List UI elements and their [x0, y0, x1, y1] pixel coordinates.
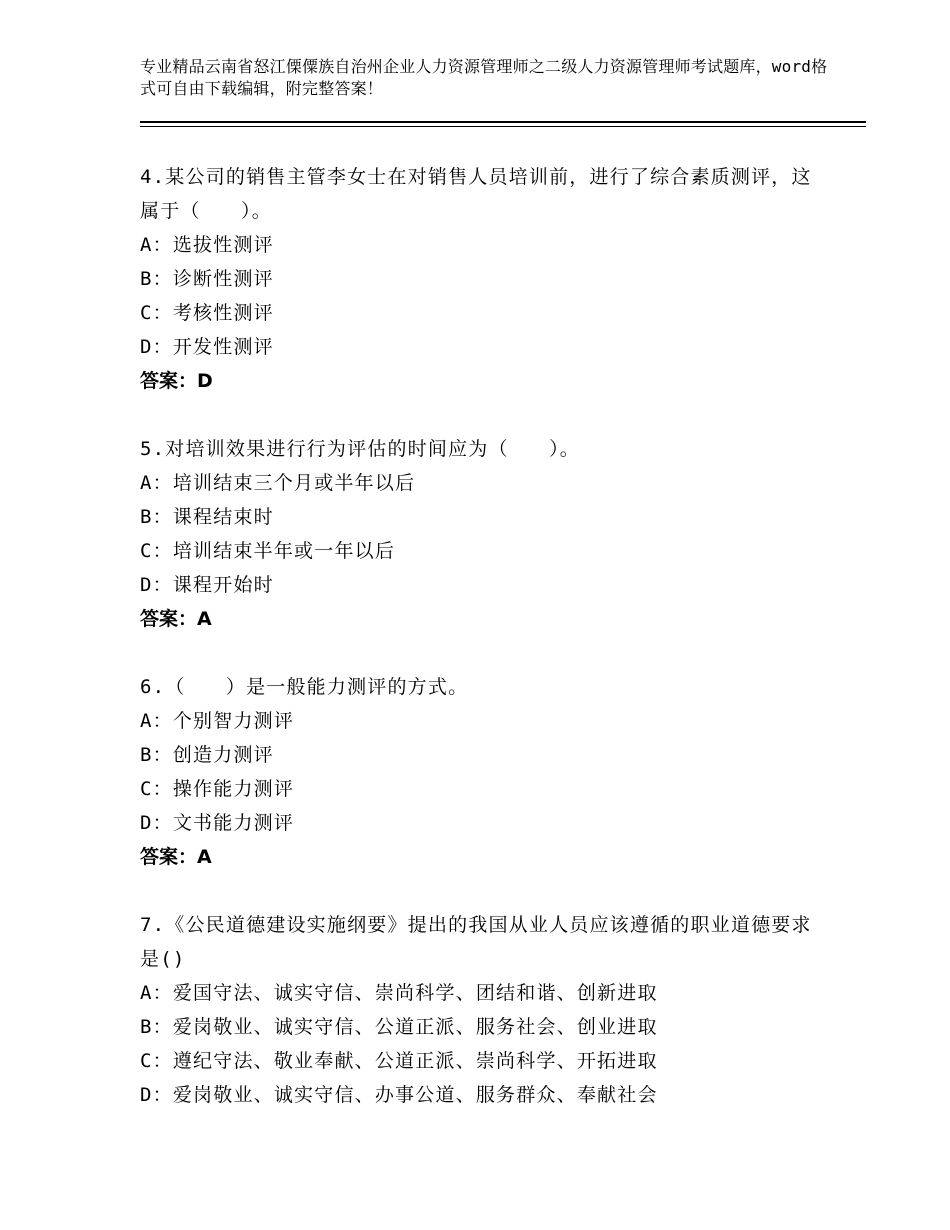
option-b: B：课程结束时 [140, 506, 274, 528]
question-6 [140, 670, 820, 874]
option-d: D：课程开始时 [140, 574, 274, 596]
option-d: D：开发性测评 [140, 336, 274, 358]
question-text: 5.对培训效果进行行为评估的时间应为（ ）。 [140, 438, 580, 460]
option-c: C：遵纪守法、敬业奉献、公道正派、崇尚科学、开拓进取 [140, 1050, 658, 1072]
option-c: C：培训结束半年或一年以后 [140, 540, 396, 562]
option-d: D：文书能力测评 [140, 812, 295, 834]
header-rule-thick [140, 121, 866, 123]
option-c: C：考核性测评 [140, 302, 274, 324]
option-b: B：爱岗敬业、诚实守信、公道正派、服务社会、创业进取 [140, 1016, 658, 1038]
question-4 [140, 160, 820, 398]
question-text: 7.《公民道德建设实施纲要》提出的我国从业人员应该遵循的职业道德要求是() [140, 914, 812, 970]
option-a: A：个别智力测评 [140, 710, 295, 732]
option-b: B：诊断性测评 [140, 268, 274, 290]
option-b: B：创造力测评 [140, 744, 274, 766]
option-c: C：操作能力测评 [140, 778, 295, 800]
question-list [140, 160, 820, 1146]
question-text: 6.（ ）是一般能力测评的方式。 [140, 676, 469, 698]
question-text: 4.某公司的销售主管李女士在对销售人员培训前，进行了综合素质测评，这属于（ ）。 [140, 166, 812, 222]
option-d: D：爱岗敬业、诚实守信、办事公道、服务群众、奉献社会 [140, 1084, 658, 1106]
option-a: A：培训结束三个月或半年以后 [140, 472, 416, 494]
answer-label: 答案：A [140, 608, 212, 630]
answer-label: 答案：A [140, 846, 212, 868]
question-5 [140, 432, 820, 636]
answer-label: 答案：D [140, 370, 213, 392]
header-rule-thin [140, 126, 866, 127]
document-header: 专业精品云南省怒江傈僳族自治州企业人力资源管理师之二级人力资源管理师考试题库，word格式可自由下载编辑，附完整答案！ [140, 57, 828, 98]
question-7 [140, 908, 820, 1112]
option-a: A：选拔性测评 [140, 234, 274, 256]
option-a: A：爱国守法、诚实守信、崇尚科学、团结和谐、创新进取 [140, 982, 658, 1004]
